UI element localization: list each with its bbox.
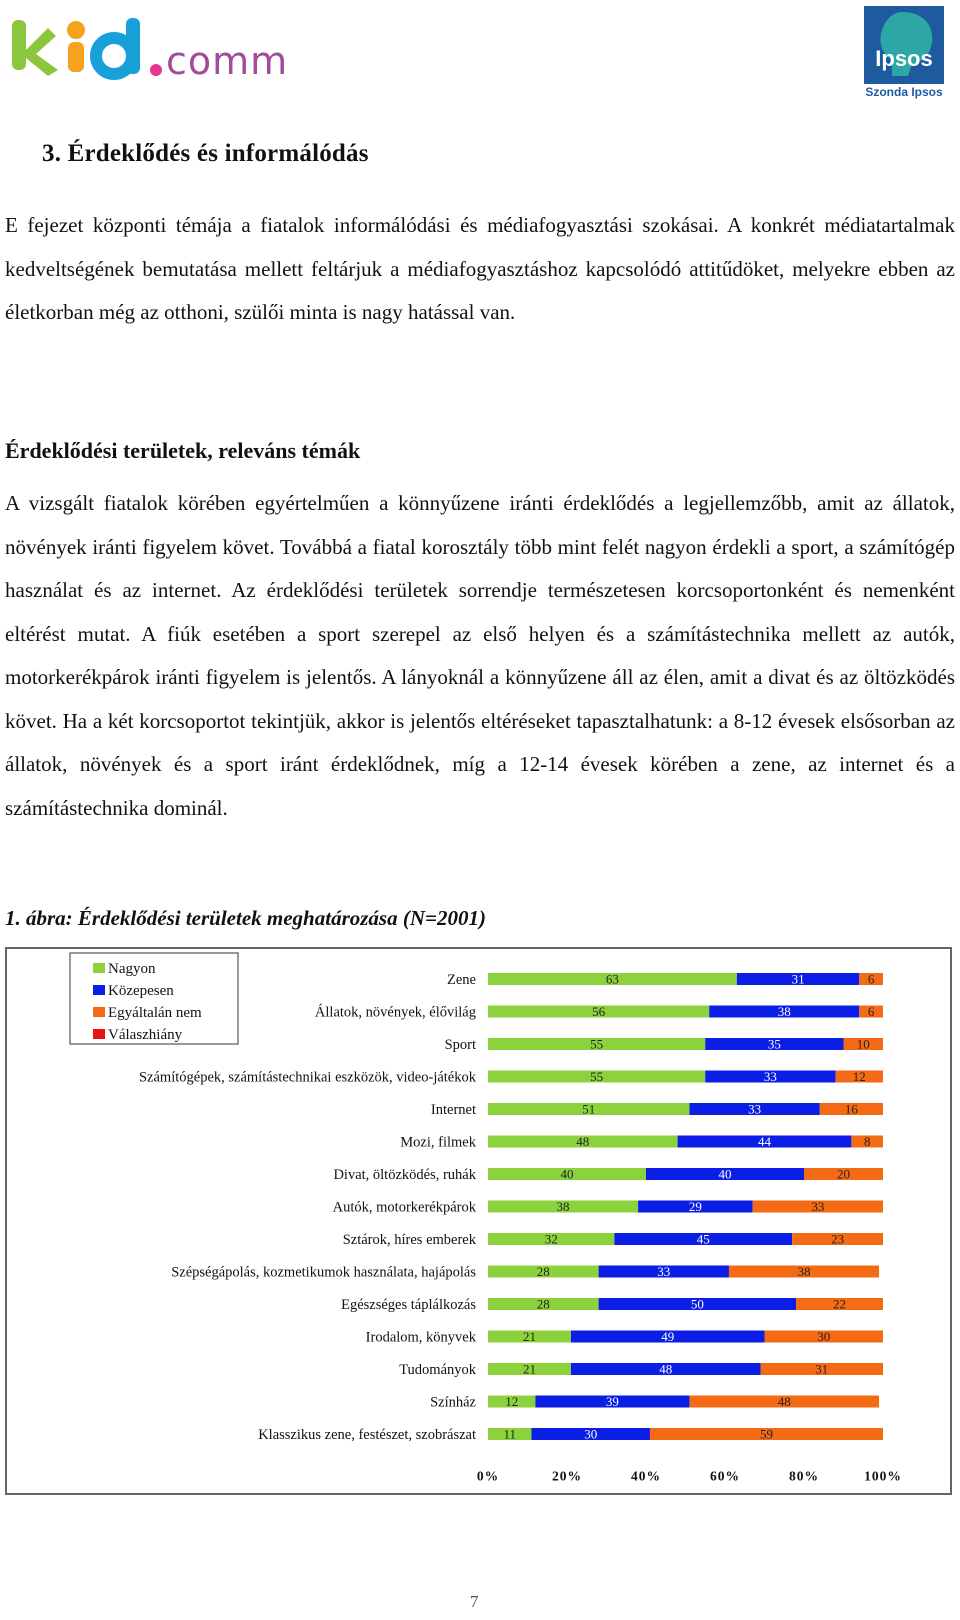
category-label: Divat, öltözködés, ruhák	[333, 1167, 476, 1183]
legend-label-nagyon: Nagyon	[108, 961, 156, 977]
x-tick-label: 40%	[631, 1468, 661, 1484]
category-label: Számítógépek, számítástechnikai eszközök, video-játékok	[138, 1069, 476, 1086]
x-tick-label: 20%	[552, 1468, 582, 1484]
category-label: Mozi, filmek	[400, 1134, 476, 1151]
ipsos-logo-text: Ipsos	[875, 46, 933, 71]
data-label-kozepesen: 45	[696, 1231, 710, 1247]
legend-swatch-kozepesen	[93, 985, 105, 995]
bar-row-szinhaz	[430, 1394, 879, 1411]
data-label-kozepesen: 40	[718, 1166, 732, 1182]
data-label-nagyon: 40	[560, 1166, 574, 1182]
x-tick-label: 0%	[476, 1468, 500, 1484]
subsection-title: Érdeklődési területek, releváns témák	[5, 438, 361, 463]
data-label-kozepesen: 49	[661, 1329, 675, 1344]
data-label-kozepesen: 38	[777, 1004, 791, 1019]
data-label-nagyon: 55	[590, 1036, 604, 1052]
data-label-egyaltalan-nem: 6	[867, 1004, 875, 1019]
bar-row-divat-oltozkodes-ruhak	[333, 1167, 883, 1184]
category-label: Egészséges táplálkozás	[341, 1297, 476, 1313]
data-label-kozepesen: 50	[690, 1296, 704, 1312]
data-label-nagyon: 55	[590, 1069, 604, 1084]
data-label-nagyon: 21	[522, 1361, 536, 1377]
category-label: Internet	[430, 1102, 476, 1118]
bar-row-allatok-novenyek-elovilag	[315, 1004, 883, 1021]
data-label-egyaltalan-nem: 31	[815, 1361, 829, 1377]
chart-x-axis	[477, 1469, 902, 1484]
intro-paragraph: E fejezet központi témája a fiatalok informálódási és médiafogyasztási szokásai. A konkrét médiatartalmak kedveltségének bemutatása mellett feltárjuk a médiafogyasztáshoz kapcsolódó attitűdöket, melyekre ebben az életkorban még az otthoni, szülői minta is nagy hatással van.	[5, 213, 955, 324]
data-label-nagyon: 56	[592, 1004, 606, 1019]
data-label-nagyon: 48	[576, 1134, 590, 1149]
bar-row-sztarok-hires-emberek	[343, 1232, 883, 1249]
data-label-egyaltalan-nem: 33	[811, 1199, 825, 1214]
data-label-kozepesen: 35	[767, 1036, 781, 1052]
data-label-egyaltalan-nem: 22	[833, 1296, 847, 1312]
category-label: Irodalom, könyvek	[365, 1329, 476, 1346]
chart-bars	[139, 972, 883, 1444]
x-tick-label: 80%	[789, 1468, 819, 1484]
data-label-kozepesen: 33	[748, 1101, 762, 1117]
data-label-egyaltalan-nem: 38	[797, 1264, 811, 1279]
category-label: Sport	[444, 1037, 476, 1053]
data-label-egyaltalan-nem: 30	[817, 1329, 831, 1344]
data-label-egyaltalan-nem: 20	[837, 1166, 850, 1182]
stacked-bar-chart	[5, 947, 952, 1495]
legend-label-egyaltalan-nem: Egyáltalán nem	[108, 1005, 202, 1021]
chart-svg	[7, 949, 950, 1493]
legend-swatch-nagyon	[93, 963, 105, 973]
data-label-egyaltalan-nem: 23	[831, 1231, 845, 1247]
bar-row-klasszikus-zene-festeszet-szobraszat	[258, 1427, 883, 1444]
category-label: Klasszikus zene, festészet, szobrászat	[258, 1427, 476, 1443]
x-tick-label: 100%	[864, 1468, 902, 1484]
legend-swatch-egyaltalan-nem	[93, 1007, 105, 1017]
bar-row-sport	[445, 1037, 883, 1054]
data-label-kozepesen: 30	[584, 1426, 598, 1442]
bar-row-irodalom-konyvek	[366, 1329, 883, 1346]
data-label-kozepesen: 31	[791, 971, 805, 987]
data-label-kozepesen: 44	[758, 1134, 771, 1149]
kidcomm-logo	[4, 14, 344, 84]
data-label-egyaltalan-nem: 6	[867, 971, 875, 987]
data-label-egyaltalan-nem: 48	[777, 1394, 791, 1409]
category-label: Sztárok, híres emberek	[342, 1232, 476, 1248]
bar-row-tudomanyok	[399, 1362, 883, 1379]
legend-swatch-valaszhiany	[93, 1029, 105, 1039]
category-label: Szépségápolás, kozmetikumok használata, hajápolás	[171, 1264, 476, 1281]
x-tick-label: 60%	[710, 1468, 740, 1484]
data-label-nagyon: 38	[556, 1199, 570, 1214]
bar-row-mozi-filmek	[400, 1134, 883, 1151]
page-number: 7	[470, 1592, 479, 1611]
bar-row-autok-motorkerekparok	[333, 1199, 883, 1216]
category-label: Autók, motorkerékpárok	[332, 1199, 476, 1216]
data-label-kozepesen: 39	[605, 1394, 619, 1409]
data-label-kozepesen: 29	[688, 1199, 702, 1214]
svg-text:comm: comm	[166, 39, 289, 83]
ipsos-logo	[862, 4, 950, 100]
legend-label-kozepesen: Közepesen	[108, 983, 174, 999]
data-label-kozepesen: 33	[657, 1264, 671, 1279]
data-label-kozepesen: 33	[763, 1069, 777, 1084]
data-label-nagyon: 32	[544, 1231, 558, 1247]
data-label-egyaltalan-nem: 10	[856, 1036, 870, 1052]
category-label: Zene	[447, 972, 476, 988]
bar-row-egeszseges-taplalkozas	[341, 1297, 883, 1314]
bar-row-internet	[431, 1102, 883, 1119]
data-label-kozepesen: 48	[659, 1361, 673, 1377]
data-label-nagyon: 28	[536, 1296, 550, 1312]
category-label: Tudományok	[399, 1362, 476, 1378]
data-label-egyaltalan-nem: 16	[844, 1101, 858, 1117]
legend-label-valaszhiany: Válaszhiány	[108, 1027, 183, 1043]
data-label-nagyon: 28	[536, 1264, 550, 1279]
data-label-nagyon: 63	[605, 971, 619, 987]
category-label: Színház	[430, 1394, 476, 1411]
chart-legend	[70, 953, 238, 1044]
body-paragraph: A vizsgált fiatalok körében egyértelműen a könnyűzene iránti érdeklődés a legjellemzőbb, amit az állatok, növények iránti figyelem követ. Továbbá a fiatal korosztály több mint felét nagyon érdekli a sport, a számítógép használat és az internet. Az érdeklődési területek sorrendje természetesen korcsoportonként és nemenként eltérést mutat. A fiúk esetében a sport szerepel az első helyen és a számítástechnika mellett az autók, motorkerékpárok iránti figyelem is jelentős. A lányoknál a könnyűzene áll az élen, amit a divat és az öltözködés követ. Ha a két korcsoportot tekintjük, akkor is jelentős eltéréseket tapasztalhatunk: a 8-12 évesek elsősorban az állatok, növények és a sport iránt érdeklődnek, míg a 12-14 évesek körében a zene, az internet és a számítástechnika dominál.	[5, 491, 955, 820]
bar-row-szepsegapolas-kozmetikumok-hasznalata-hajapolas	[171, 1264, 879, 1281]
bar-row-szamitogepek-szamitastechnikai-eszkozok-video-jatekok	[139, 1069, 883, 1086]
bar-row-zene	[447, 972, 883, 989]
section-title: 3. Érdeklődés és informálódás	[42, 140, 369, 167]
data-label-egyaltalan-nem: 12	[852, 1069, 866, 1084]
data-label-nagyon: 21	[522, 1329, 536, 1344]
data-label-egyaltalan-nem: 59	[759, 1426, 773, 1442]
ipsos-logo-subtext: Szonda Ipsos	[865, 85, 943, 99]
data-label-egyaltalan-nem: 8	[863, 1134, 871, 1149]
data-label-nagyon: 11	[503, 1426, 516, 1442]
data-label-nagyon: 12	[505, 1394, 519, 1409]
figure-caption: 1. ábra: Érdeklődési területek meghatározása (N=2001)	[5, 906, 486, 930]
category-label: Állatok, növények, élővilág	[314, 1004, 476, 1021]
data-label-nagyon: 51	[582, 1101, 596, 1117]
